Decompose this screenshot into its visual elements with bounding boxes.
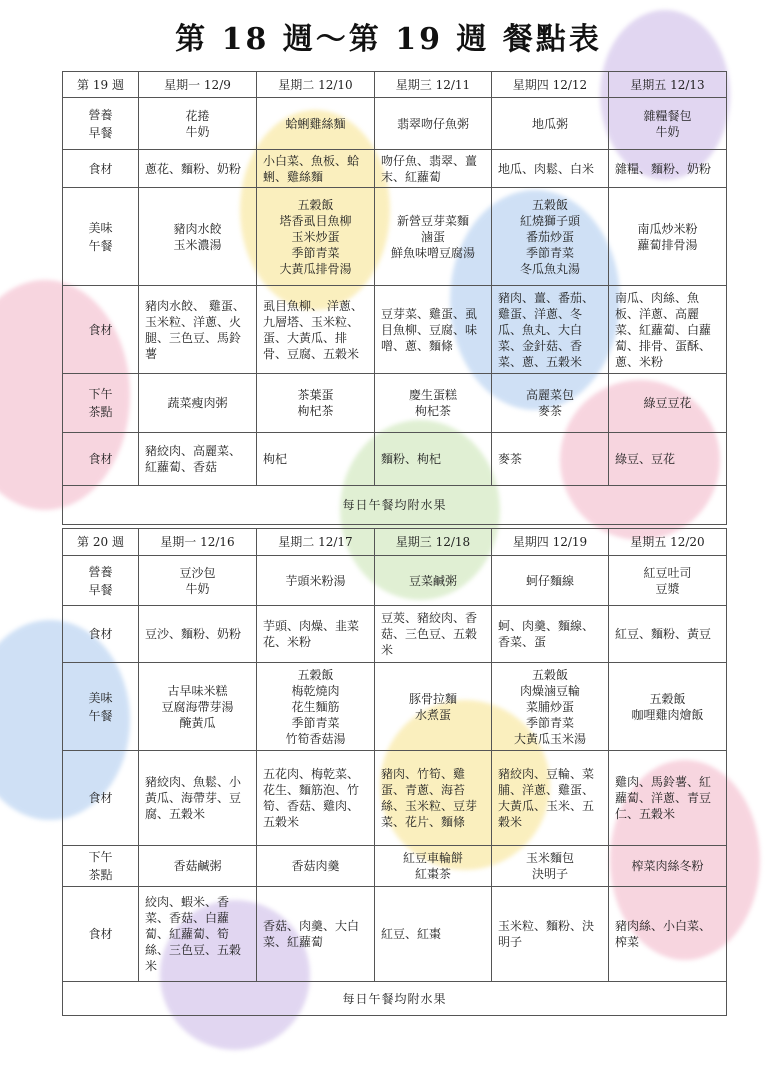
ingredient-cell: 麵粉、枸杞 (375, 433, 492, 486)
meal-cell: 五穀飯 塔香虱目魚柳 玉米炒蛋 季節青菜 大黃瓜排骨湯 (257, 188, 375, 286)
ingredient-cell: 小白菜、魚板、蛤蜊、雞絲麵 (257, 150, 375, 188)
meal-cell: 玉米麵包 決明子 (492, 846, 609, 887)
ingredient-cell: 香菇、肉羹、大白菜、紅蘿蔔 (257, 887, 375, 982)
meal-cell: 雜糧餐包 牛奶 (609, 98, 727, 150)
day-header: 星期二 12/10 (257, 72, 375, 98)
menu-table-week-19 (62, 71, 727, 525)
meal-cell: 香菇鹹粥 (139, 846, 257, 887)
note-row (63, 486, 727, 525)
meal-cell: 蚵仔麵線 (492, 556, 609, 606)
ingredient-cell: 豆沙、麵粉、奶粉 (139, 606, 257, 663)
breakfast-row (63, 556, 727, 606)
row-label: 食材 (63, 286, 139, 374)
snack-row (63, 374, 727, 433)
meal-cell: 綠豆豆花 (609, 374, 727, 433)
row-label: 營養 早餐 (63, 556, 139, 606)
ingredient-cell: 絞肉、蝦米、香菜、香菇、白蘿蔔、紅蘿蔔、筍絲、三色豆、五穀米 (139, 887, 257, 982)
meal-cell: 高麗菜包 麥茶 (492, 374, 609, 433)
ingredient-cell: 芋頭、肉燥、韭菜花、米粉 (257, 606, 375, 663)
ingredient-cell: 豬肉、竹筍、雞蛋、青蔥、海苔絲、玉米粒、豆芽菜、花片、麵條 (375, 751, 492, 846)
meal-cell: 紅豆車輪餅 紅棗茶 (375, 846, 492, 887)
ingredient-cell: 豆芽菜、雞蛋、虱目魚柳、豆腐、味噌、蔥、麵條 (375, 286, 492, 374)
fruit-note: 每日午餐均附水果 (63, 486, 727, 525)
week-label: 第 20 週 (63, 529, 139, 556)
row-label: 美味 午餐 (63, 663, 139, 751)
day-header: 星期一 12/9 (139, 72, 257, 98)
meal-cell: 慶生蛋糕 枸杞茶 (375, 374, 492, 433)
meal-cell: 花捲 牛奶 (139, 98, 257, 150)
ingredients-row (63, 751, 727, 846)
ingredient-cell: 蔥花、麵粉、奶粉 (139, 150, 257, 188)
meal-cell: 香菇肉羹 (257, 846, 375, 887)
day-header: 星期三 12/18 (375, 529, 492, 556)
page-title: 第 18 週～第 19 週 餐點表 (175, 22, 602, 57)
row-label: 下午 茶點 (63, 374, 139, 433)
ingredient-cell: 吻仔魚、翡翠、薑末、紅蘿蔔 (375, 150, 492, 188)
row-label: 食材 (63, 150, 139, 188)
day-header: 星期一 12/16 (139, 529, 257, 556)
ingredient-cell: 麥茶 (492, 433, 609, 486)
row-label: 美味 午餐 (63, 188, 139, 286)
ingredient-cell: 豬肉、薑、番茄、雞蛋、洋蔥、冬瓜、魚丸、大白菜、金針菇、香菜、蔥、五穀米 (492, 286, 609, 374)
ingredient-cell: 紅豆、紅棗 (375, 887, 492, 982)
ingredients-row (63, 433, 727, 486)
ingredient-cell: 豬絞肉、高麗菜、紅蘿蔔、香菇 (139, 433, 257, 486)
row-label: 下午 茶點 (63, 846, 139, 887)
meal-cell: 五穀飯 紅燒獅子頭 番茄炒蛋 季節青菜 冬瓜魚丸湯 (492, 188, 609, 286)
ingredient-cell: 南瓜、肉絲、魚板、洋蔥、高麗菜、紅蘿蔔、白蘿蔔、排骨、蛋酥、蔥、米粉 (609, 286, 727, 374)
day-header: 星期四 12/19 (492, 529, 609, 556)
meal-cell: 五穀飯 肉燥滷豆輪 菜脯炒蛋 季節青菜 大黃瓜玉米湯 (492, 663, 609, 751)
ingredient-cell: 紅豆、麵粉、黃豆 (609, 606, 727, 663)
ingredient-cell: 豬絞肉、魚鬆、小黃瓜、海帶芽、豆腐、五穀米 (139, 751, 257, 846)
day-header: 星期五 12/20 (609, 529, 727, 556)
day-header: 星期五 12/13 (609, 72, 727, 98)
meal-cell: 豚骨拉麵 水煮蛋 (375, 663, 492, 751)
meal-cell: 茶葉蛋 枸杞茶 (257, 374, 375, 433)
ingredient-cell: 地瓜、肉鬆、白米 (492, 150, 609, 188)
note-row (63, 982, 727, 1016)
snack-row (63, 846, 727, 887)
meal-cell: 蛤蜊雞絲麵 (257, 98, 375, 150)
day-header: 星期三 12/11 (375, 72, 492, 98)
meal-cell: 芋頭米粉湯 (257, 556, 375, 606)
meal-cell: 五穀飯 梅乾燒肉 花生麵筋 季節青菜 竹筍香菇湯 (257, 663, 375, 751)
meal-cell: 地瓜粥 (492, 98, 609, 150)
ingredients-row (63, 150, 727, 188)
lunch-row (63, 188, 727, 286)
ingredient-cell: 雞肉、馬鈴薯、紅蘿蔔、洋蔥、青豆仁、五穀米 (609, 751, 727, 846)
meal-cell: 豬肉水餃 玉米濃湯 (139, 188, 257, 286)
breakfast-row (63, 98, 727, 150)
meal-cell: 五穀飯 咖哩雞肉燴飯 (609, 663, 727, 751)
fruit-note: 每日午餐均附水果 (63, 982, 727, 1016)
menu-table-week-20 (62, 528, 727, 1016)
ingredients-row (63, 286, 727, 374)
day-header: 星期四 12/12 (492, 72, 609, 98)
meal-cell: 翡翠吻仔魚粥 (375, 98, 492, 150)
header-row (63, 72, 727, 98)
ingredient-cell: 豆莢、豬絞肉、香菇、三色豆、五穀米 (375, 606, 492, 663)
header-row (63, 529, 727, 556)
ingredient-cell: 玉米粒、麵粉、決明子 (492, 887, 609, 982)
ingredient-cell: 五花肉、梅乾菜、花生、麵筋泡、竹筍、香菇、雞肉、五穀米 (257, 751, 375, 846)
meal-cell: 豆沙包 牛奶 (139, 556, 257, 606)
meal-cell: 古早味米糕 豆腐海帶芽湯 醃黃瓜 (139, 663, 257, 751)
ingredient-cell: 蚵、肉羹、麵線、香菜、蛋 (492, 606, 609, 663)
row-label: 食材 (63, 433, 139, 486)
meal-cell: 豆菜鹹粥 (375, 556, 492, 606)
day-header: 星期二 12/17 (257, 529, 375, 556)
ingredient-cell: 虱目魚柳、 洋蔥、九層塔、玉米粒、蛋、大黃瓜、排骨、豆腐、五穀米 (257, 286, 375, 374)
meal-cell: 新營豆芽菜麵 滷蛋 鮮魚味噌豆腐湯 (375, 188, 492, 286)
lunch-row (63, 663, 727, 751)
meal-cell: 紅豆吐司 豆漿 (609, 556, 727, 606)
row-label: 食材 (63, 751, 139, 846)
row-label: 營養 早餐 (63, 98, 139, 150)
meal-cell: 南瓜炒米粉 蘿蔔排骨湯 (609, 188, 727, 286)
row-label: 食材 (63, 606, 139, 663)
ingredient-cell: 綠豆、豆花 (609, 433, 727, 486)
ingredient-cell: 雜糧、麵粉、奶粉 (609, 150, 727, 188)
ingredients-row (63, 887, 727, 982)
ingredient-cell: 豬肉水餃、 雞蛋、玉米粒、洋蔥、火腿、三色豆、馬鈴薯 (139, 286, 257, 374)
meal-cell: 蔬菜瘦肉粥 (139, 374, 257, 433)
week-label: 第 19 週 (63, 72, 139, 98)
ingredient-cell: 豬肉絲、小白菜、榨菜 (609, 887, 727, 982)
ingredient-cell: 枸杞 (257, 433, 375, 486)
row-label: 食材 (63, 887, 139, 982)
ingredients-row (63, 606, 727, 663)
ingredient-cell: 豬絞肉、豆輪、菜脯、洋蔥、雞蛋、大黃瓜、玉米、五穀米 (492, 751, 609, 846)
meal-cell: 榨菜肉絲冬粉 (609, 846, 727, 887)
